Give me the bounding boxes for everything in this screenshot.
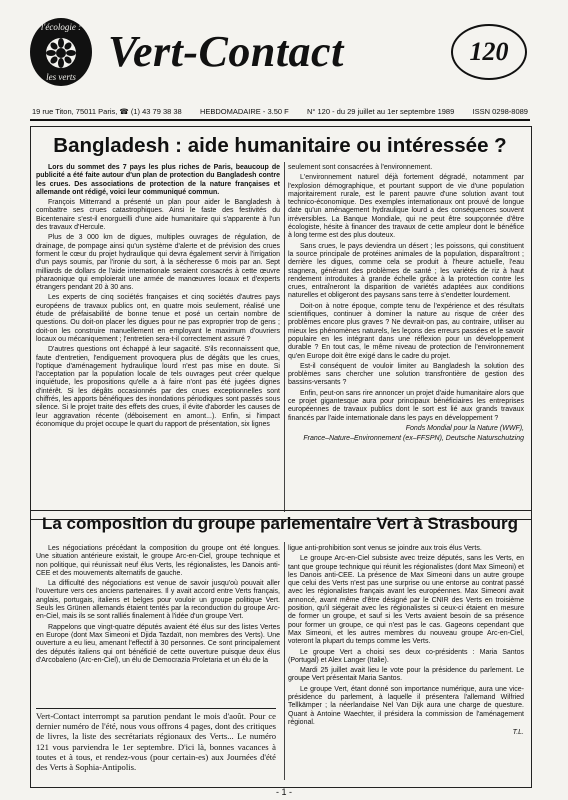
paragraph: Sans crues, le pays deviendra un désert ; les poissons, qui constituent la source principale de protéines animales de la population, disparaîtront ; derrière les digues, comme cela se produit à l'heure actuelle, l'eau stagnera, générant des problèmes de santé ; les variétés de riz à haut rendement introduites à grande échelle grâce à la protection contre les crues, entraîneront la disparition de variétés adaptées aux conditions naturelles et obligeront des paysans sans terre à s'endetter lourdement.	[288, 242, 524, 300]
paragraph: Enfin, peut-on sans rire annoncer un projet d'aide humanitaire alors que ce projet gigantesque aura pour principaux bénéficiaires les entreprises européennes de travaux publics dont le sort est lié aux grands travaux financés par l'aide internationale dans les pays en développement ?	[288, 389, 524, 422]
article-headline-strasbourg: La composition du groupe parlementaire Vert à Strasbourg	[41, 514, 519, 533]
summer-break-notice	[36, 708, 276, 783]
paragraph: L'environnement naturel déjà fortement dégradé, notamment par l'explosion démographique, et pourtant support de vie d'une population majoritairement rurale, est le parent pauvre d'une solution avant tout technico-économique. Des exemples internationaux ont prouvé de longue date qu'un aménagement hydraulique lourd a des conséquences souvent irréversibles. La Banque Mondiale, qui ne peut être soupçonnée d'être écologiste, hésite à financer des travaux de cette ampleur dont le bénéfice à long terme est des plus douteux.	[288, 174, 524, 240]
issue-number-badge: 120	[451, 24, 527, 80]
masthead-title: Vert-Contact	[108, 27, 344, 76]
column-divider	[284, 162, 285, 512]
paragraph: ligue anti-prohibition sont venus se joindre aux trois élus Verts.	[288, 545, 482, 552]
issue-dates: N° 120 - du 29 juillet au 1er septembre 1989	[307, 107, 455, 116]
svg-text:les verts: les verts	[46, 72, 76, 82]
paragraph: La difficulté des négociations est venue de savoir jusqu'où pouvait aller l'ouverture vers ces anciens partenaires. Il y avait accord entre Verts français, anglais, portugais, italiens et belges pour vouloir un groupe politique Vert. Seuls les Grünen allemands étaient tentés par la reconduction du groupe Arc-en-Ciel, mais ils se sont ralliés finalement à l'idée d'un groupe Vert.	[36, 580, 280, 621]
les-verts-logo	[28, 14, 94, 88]
paragraph: Les négociations précédant la composition du groupe ont été longues. Une situation antérieure existait, le groupe Arc-en-Ciel, groupe technique et non politique, qui réunissait neuf élus Verts, les régionalistes, les Danois anti-CEE et des mouvements alternatifs de gauche.	[36, 545, 280, 577]
article-signature: T.L.	[512, 729, 524, 737]
article-column-right	[288, 164, 524, 446]
paragraph: Plus de 3 000 km de digues, multiples ouvrages de régulation, de drainage, de pompage ainsi qu'un système d'alerte et de prévision des crues forment le cœur du projet hydraulique qui devra également servir à l'irrigation d'un pays soumis, par l'ironie du sort, à la sécheresse 6 mois par an. Sept milliards de dollars de l'aide internationale seraient consacrés à cette œuvre pharaonique qui emploierait une armée de manœuvres locaux et d'experts étrangers pendant 20 à 30 ans.	[36, 234, 280, 292]
paragraph: Mardi 25 juillet avait lieu le vote pour la présidence du parlement. Le groupe Vert présentait Maria Santos.	[288, 667, 524, 683]
article-credit: France–Nature–Environnement (ex–FFSPN), Deutsche Naturschutzing	[303, 435, 524, 443]
paragraph: François Mitterrand a présenté un plan pour aider le Bangladesh à combattre ses crues catastrophiques. Ainsi le faste des festivités du Bicentenaire s'est-il enorgueilli d'une aide humanitaire qui s'apparente à l'un des travaux d'Hercule.	[36, 199, 280, 232]
paragraph: Le groupe Vert a choisi ses deux co-présidents : Maria Santos (Portugal) et Alex Langer (Italie).	[288, 648, 524, 664]
paragraph: Le groupe Vert, étant donné son importance numérique, aura une vice-présidence du parlement, à laquelle il présentera l'allemand Wilfried Tellkämper ; la néerlandaise Nel Van Dijk aura une charge de questure. Quant à Antoine Waechter, il présidera la commission de l'aménagement régional.	[288, 685, 524, 726]
paragraph: seulement sont consacrées à l'environnement.	[288, 164, 433, 171]
issn: ISSN 0298-8089	[472, 107, 528, 116]
article-column-left	[36, 545, 280, 667]
column-divider	[284, 542, 285, 780]
article-headline-bangladesh: Bangladesh : aide humanitaire ou intéressée ?	[53, 134, 507, 157]
article-column-right	[288, 545, 524, 740]
frequency-price: HEBDOMADAIRE - 3.50 F	[199, 107, 289, 116]
paragraph: Les experts de cinq sociétés françaises et cinq sociétés d'autres pays européens de travaux publics ont, en quatre mois seulement, réalisé une étude de préfaisabilité de bonne tenue et posé un certain nombre de questions. Ou doit-on placer les digues pour ne pas exproprier trop de gens ; doit-on les construire manuellement en employant le maximum d'ouvriers locaux ou mécaniquement ; l'entretien sera-t-il correctement assuré ?	[36, 294, 280, 343]
paragraph: Est-il conséquent de vouloir limiter au Bangladesh la solution des problèmes sans chercher une solution transfrontière de gestion des bassins-versants ?	[288, 362, 524, 387]
page-number: - 1 -	[275, 787, 292, 797]
header-rule	[30, 119, 530, 121]
paragraph: Rappelons que vingt-quatre députés avaient été élus sur des listes Vertes en Europe (dont Max Simeoni et Djida Tazdaït, non membres des Verts). Une ouverture a eu lieu, amenant l'effectif à 30 personnes. Ce sont principalement des députés italiens qui ont bénéficié de cette ouverture puisque deux élus d'Arcobaleno (Arc-en-Ciel), un élu de Democrazia Proletaria et un élu de la	[36, 623, 280, 664]
address: 19 rue Titon, 75011 Paris, ☎ (1) 43 79 38 38	[32, 107, 182, 116]
article-column-left	[36, 164, 280, 431]
paragraph: Doit-on à notre époque, compte tenu de l'expérience et des résultats scientifiques, continuer à dominer la nature au risque de créer des problèmes encore plus graves ? Ne devrait-on pas, au contraire, utiliser au mieux les phénomènes naturels, les leçons des erreurs passées et le savoir populaire en les intégrant dans une réflexion pour un développement durable ? En tout cas, le même niveau de protection de l'environnement qu'en Europe doit être exigé dans le cadre du projet.	[288, 302, 524, 360]
publication-info-bar	[32, 107, 528, 116]
paragraph: D'autres questions ont échappé à leur sagacité. S'ils reconnaissent que, faute d'entretien, l'endiguement provoquera plus de dégâts que les crues, l'optique d'aménagement hydraulique lourd n'est pas mise en doute. Si l'acceptation par la population locale de tels ouvrages peut créer quelque inquiétude, les propositions qu'elle a à faire n'ont pas été jugées dignes d'intérêt. Si les dégâts occasionnés par des crues exceptionnelles sont chiffrés, les apports bénéfiques des inondations périodiques sont passés sous silence. Si le projet traite des effets des crues, il évite d'aborder les causes de leur aggravation récente (déboisement en amont...). Enfin, si l'impact économique du projet occupe le quart du rapport de présentation, six lignes	[36, 346, 280, 428]
svg-text:l'écologie :: l'écologie :	[40, 22, 82, 32]
paragraph: Le groupe Arc-en-Ciel subsiste avec treize députés, sans les Verts, en tant que groupe technique qui réunit les régionalistes (dont Max Simeoni) et les Danois anti-CEE. La présence de Max Simeoni dans un autre groupe que celui des Verts n'est pas une surprise ou une entorse au contrat passé avec les régionalistes français avant les européennes. Max Simeoni avait annoncé, avant même d'être désigné par le CNIR des Verts en troisième position, qu'il siégerait avec les régionalistes si ceux-ci étaient en mesure de former un groupe, et sauf si les Verts avaient besoin de sa présence pour former un groupe, ce qui n'est pas le cas. Gageons cependant que Max Simeoni, et les autres membres du nouveau groupe Arc-en-Ciel, voteront la plupart du temps comme les Verts.	[288, 555, 524, 646]
notice-text: Vert-Contact interrompt sa parution pendant le mois d'août. Pour ce dernier numéro de l'été, nous vous offrons 4 pages, dont des critiques de livres, la liste des secrétariats régionaux des Verts... Le numéro 121 vous parviendra le 1er septembre. D'ici là, bonnes vacances à toutes et à tous, et rendez-vous (pour certain-es) aux Journées d'été des Verts à Sophia-Antipolis.	[36, 711, 276, 773]
article-credit: Fonds Mondial pour la Nature (WWF),	[405, 424, 524, 432]
article-lead: Lors du sommet des 7 pays les plus riches de Paris, beaucoup de publicité a été faite autour d'un plan de protection du Bangladesh contre les crues. Des associations de protection de la nature françaises et allemande ont rédigé, voici leur communiqué commun.	[36, 164, 280, 196]
